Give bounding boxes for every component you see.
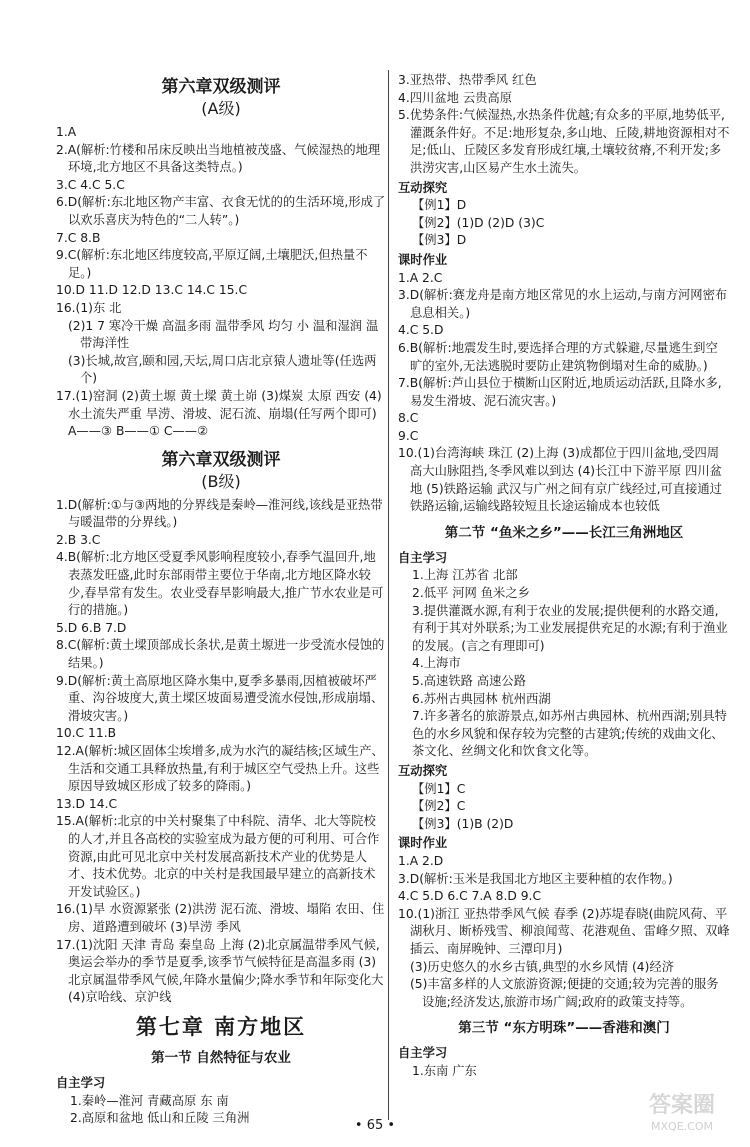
answer-item: 1.上海 江苏省 北部 [412, 568, 518, 583]
answer-item: 5.高速铁路 高速公路 [412, 674, 527, 688]
answer-item: (3)历史悠久的水乡古镇,典型的水乡风情 (4)经济 [410, 959, 674, 974]
answer-item: 16.(1)东 北 [56, 300, 122, 315]
chapter7-title: 第七章 南方地区 [135, 1014, 307, 1039]
answer-item: 17.(1)窑洞 (2)黄土塬 黄土墚 黄土峁 (3)煤炭 太原 西安 (4)水土流失严重 旱涝、滑坡、泥石流、崩塌(任写两个即可) A——③ B——① C——② [56, 388, 382, 439]
answer-item: 8.C(解析:黄土墚顶部成长条状,是黄土塬进一步受流水侵蚀的结果。) [56, 638, 385, 671]
answer-item: 1.A 2.C [398, 270, 443, 285]
self-study-heading: 自主学习 [56, 1075, 106, 1090]
homework-heading: 课时作业 [398, 252, 448, 267]
example-item: 【例1】C [412, 781, 466, 796]
answer-item: 3.D(解析:赛龙舟是南方地区常见的水上运动,与南方河网密布息息相关。) [398, 288, 728, 320]
answer-item: 10.(1)浙江 亚热带季风气候 春季 (2)苏堤春晓(曲院风荷、平湖秋月、断桥残雪、柳浪闻莺、花港观鱼、雷峰夕照、双峰插云、南屏晚钟、三潭印月) [398, 906, 730, 956]
example-item: 【例2】C [412, 799, 466, 814]
answer-item: 1.秦岭—淮河 青藏高原 东 南 [70, 1093, 229, 1108]
answer-item: 5.D 6.B 7.D [56, 620, 127, 635]
answer-item: (3)长城,故宫,颐和园,天坛,周口店北京猿人遗址等(任选两个) [68, 353, 377, 386]
site-watermark [622, 1092, 742, 1142]
answer-item: (5)丰富多样的人文旅游资源;便捷的交通;较为完善的服务设施;经济发达,旅游市场广阔;政府的政策支持等。 [410, 977, 719, 1009]
answer-item: 10.C 11.B [56, 726, 117, 741]
example-item: 【例1】D [412, 198, 467, 213]
example-item: 【例3】D [412, 233, 467, 248]
level-a-label: (A级) [201, 99, 241, 118]
answer-item: 9.D(解析:黄土高原地区降水集中,夏季多暴雨,因植被破坏严重、沟谷坡度大,黄土墚区坡面易遭受流水侵蚀,形成崩塌、滑坡灾害。) [56, 673, 384, 723]
answer-item: 8.C [398, 411, 419, 426]
answer-item: 1.东南 广东 [412, 1063, 477, 1078]
watermark-url: MXQE.COM [651, 1120, 713, 1133]
answer-item: 7.C 8.B [56, 230, 101, 245]
answer-item: 13.D 14.C [56, 796, 118, 811]
answer-item: 3.D(解析:玉米是我国北方地区主要种植的农作物。) [398, 871, 673, 886]
answer-item: 10.D 11.D 12.D 13.C 14.C 15.C [56, 283, 248, 298]
answer-item: 4.C 5.D [398, 323, 444, 338]
answer-item: 4.上海市 [412, 656, 461, 671]
answer-item: 1.D(解析:①与③两地的分界线是秦岭—淮河线,该线是亚热带与暖温带的分界线。) [56, 497, 383, 530]
level-b-label: (B级) [201, 471, 241, 491]
answer-item: 12.A(解析:城区固体尘埃增多,成为水汽的凝结核;区域生产、生活和交通工具释放热量,有利于城区空气受热上升。这些原因导致城区形成了较多的降雨。) [56, 744, 384, 794]
page-number: • 65 • [354, 1118, 396, 1133]
answer-item: 7.B(解析:芦山县位于横断山区附近,地质运动活跃,且降水多,易发生滑坡、泥石流灾害。) [398, 376, 722, 408]
answer-item: 5.优势条件:气候湿热,水热条件优越;有众多的平原,地势低平,灌溉条件好。不足:地形复杂,多山地、丘陵,耕地资源相对不足;低山、丘陵区多发育形成红壤,土壤较贫瘠,不利开发;多洪涝灾害,山区易产生水土流失。 [398, 108, 730, 175]
self-study-heading: 自主学习 [398, 1046, 448, 1061]
answer-item: 6.D(解析:东北地区物产丰富、衣食无忧的的生活环境,形成了以欢乐喜庆为特色的“二人转”。) [56, 195, 386, 227]
example-item: 【例2】(1)D (2)D (3)C [412, 215, 545, 230]
answer-item: 17.(1)沈阳 天津 青岛 秦皇岛 上海 (2)北京属温带季风气候,奥运会举办的季节是夏季,该季节气候特征是高温多雨 (3)北京属温带季风气候,年降水量偏少;降水季节和年际变化大 (4)京哈线、京沪线 [56, 937, 384, 1005]
answer-item: 2.低平 河网 鱼米之乡 [412, 586, 530, 601]
answer-item: 10.(1)台湾海峡 珠江 (2)上海 (3)成都位于四川盆地,受四周高大山脉阻挡,冬季风难以到达 (4)长江中下游平原 四川盆地 (5)铁路运输 武汉与广州之间有京广线经过,可直接通过铁路运输,运输线路较短且长途运输成本也较低 [398, 446, 722, 514]
homework-heading: 课时作业 [398, 836, 448, 851]
section3-title: 第三节 “东方明珠”——香港和澳门 [458, 1020, 670, 1037]
column-divider [388, 70, 389, 1120]
answer-item: 2.A(解析:竹楼和吊床反映出当地植被茂盛、气候湿热的地理环境,北方地区不具备这类特点。) [56, 142, 381, 175]
answer-item: 6.苏州古典园林 杭州西湖 [412, 691, 551, 706]
answer-item: 3.提供灌溉水源,有利于农业的发展;提供便利的水路交通,有利于其对外联系;为工业发展提供充足的水源;有利于渔业的发展。(言之有理即可) [412, 603, 728, 653]
left-column [56, 72, 386, 1128]
example-item: 【例3】(1)B (2)D [412, 816, 514, 831]
answer-item: 6.B(解析:地震发生时,要选择合理的方式躲避,尽量逃生到空旷的室外,无法逃脱时要防止建筑物倒塌对生命的威胁。) [398, 340, 718, 373]
self-study-heading: 自主学习 [398, 550, 448, 565]
answer-item: 2.B 3.C [56, 532, 101, 547]
right-column [398, 72, 730, 1080]
answer-item: 15.A(解析:北京的中关村聚集了中科院、清华、北大等院校的人才,并且各高校的实验室成为最方便的可利用、可合作资源,由此可见北京中关村发展高新技术产业的优势是人才、技术优势。北京的中关村是我国最早建立的高新技术开发试验区。) [56, 814, 380, 899]
answer-item: 1.A 2.D [398, 853, 444, 868]
interactive-heading: 互动探究 [398, 180, 448, 195]
answer-item: 4.B(解析:北方地区受夏季风影响程度较小,春季气温回升,地表蒸发旺盛,此时东部雨带主要位于华南,北方地区降水较少,春旱常有发生。农业受春旱影响最大,推广节水农业是可行的措施。) [56, 550, 384, 618]
answer-item: 3.C 4.C 5.C [56, 177, 125, 192]
chapter6-test-title-b: 第六章双级测评 [161, 449, 281, 470]
level-b-answers [56, 497, 386, 1007]
answer-item: (2)1 7 寒冷干燥 高温多雨 温带季风 均匀 小 温和湿润 温带海洋性 [68, 318, 379, 351]
answer-item: 4.四川盆地 云贵高原 [398, 90, 513, 105]
level-a-answers [56, 124, 386, 441]
answer-item: 9.C [398, 428, 419, 443]
answer-item: 2.高原和盆地 低山和丘陵 三角洲 [70, 1111, 250, 1126]
answer-item: 9.C(解析:东北地区纬度较高,平原辽阔,土壤肥沃,但热量不足。) [56, 248, 368, 280]
chapter6-test-title-a: 第六章双级测评 [161, 77, 281, 97]
answer-item: 3.亚热带、热带季风 红色 [398, 73, 537, 87]
answer-item: 1.A [56, 125, 77, 139]
section1-title: 第一节 自然特征与农业 [151, 1049, 291, 1066]
section2-title: 第二节 “鱼米之乡”——长江三角洲地区 [444, 524, 684, 541]
answer-item: 7.许多著名的旅游景点,如苏州古典园林、杭州西湖;别具特色的水乡风貌和保存较为完整的古建筑;传统的戏曲文化、茶文化、丝绸文化和饮食文化等。 [412, 709, 727, 759]
answer-item: 16.(1)旱 水资源紧张 (2)洪涝 泥石流、滑坡、塌陷 农田、住房、道路遭到破坏 (3)旱涝 季风 [56, 902, 385, 934]
interactive-heading: 互动探究 [398, 763, 448, 778]
watermark-logo-text: 答案圈 [648, 1093, 715, 1118]
answer-item: 4.C 5.D 6.C 7.A 8.D 9.C [398, 889, 542, 904]
